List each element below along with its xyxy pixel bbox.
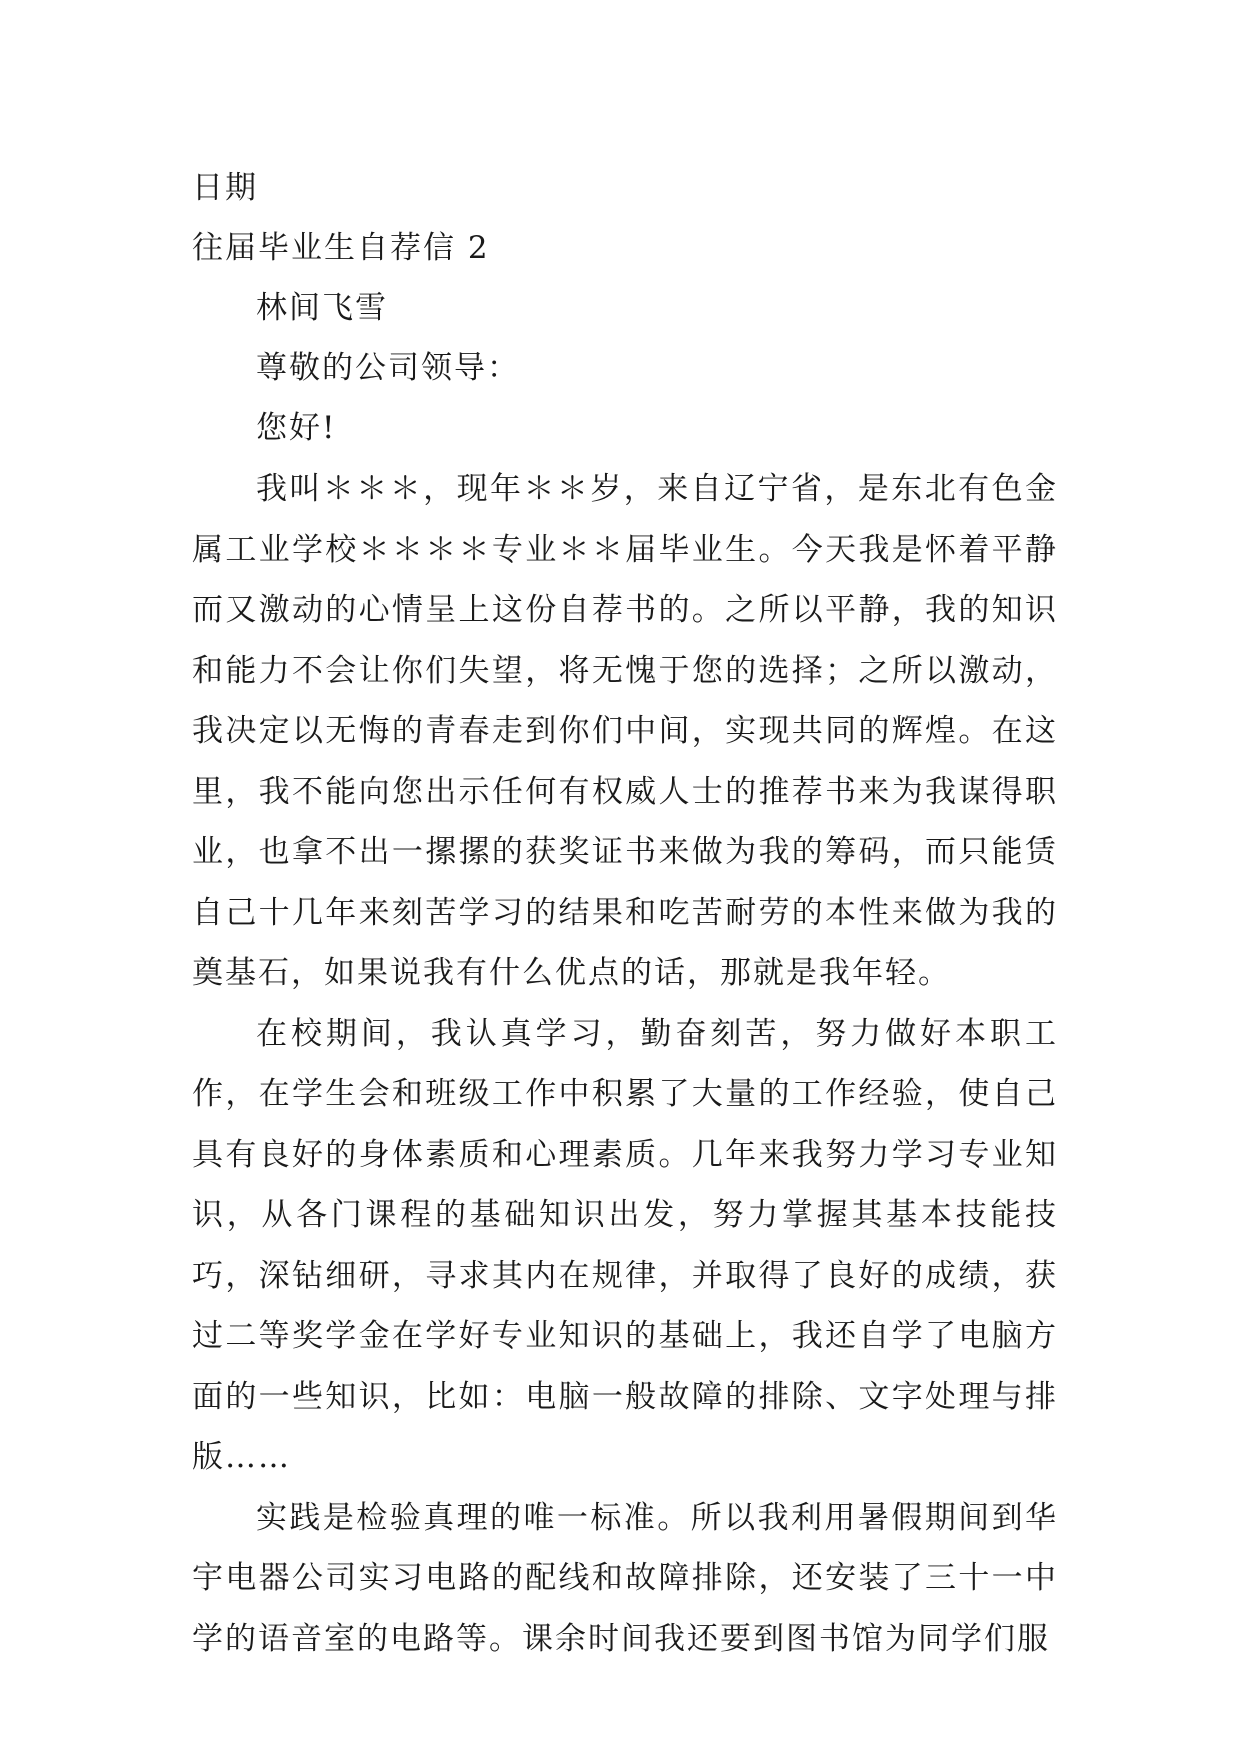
body-paragraph-intro: 我叫＊＊＊，现年＊＊岁，来自辽宁省，是东北有色金属工业学校＊＊＊＊专业＊＊届毕业生。今天我是怀着平静而又激动的心情呈上这份自荐书的。之所以平静，我的知识和能力不会让你们失望，将无愧于您的选择；之所以激动，我决定以无悔的青春走到你们中间，实现共同的辉煌。在这里，我不能向您出示任何有权威人士的推荐书来为我谋得职业，也拿不出一摞摞的获奖证书来做为我的筹码，而只能赁自己十几年来刻苦学习的结果和吃苦耐劳的本性来做为我的奠基石，如果说我有什么优点的话，那就是我年轻。 bbox=[192, 471, 1058, 991]
letter-title: 往届毕业生自荐信 2 bbox=[192, 230, 490, 266]
greeting: 您好! bbox=[256, 410, 337, 446]
body-paragraph-practice: 实践是检验真理的唯一标准。所以我利用暑假期间到华宇电器公司实习电路的配线和故障排除，还安装了三十一中学的语音室的电路等。课余时间我还要到图书馆为同学们服 bbox=[192, 1499, 1058, 1657]
author-name: 林间飞雪 bbox=[256, 290, 388, 326]
document-page bbox=[192, 158, 1058, 1669]
date-label: 日期 bbox=[192, 170, 258, 206]
salutation: 尊敬的公司领导： bbox=[256, 350, 520, 386]
body-paragraph-school: 在校期间，我认真学习，勤奋刻苦，努力做好本职工作，在学生会和班级工作中积累了大量的工作经验，使自己具有良好的身体素质和心理素质。几年来我努力学习专业知识，从各门课程的基础知识出发，努力掌握其基本技能技巧，深钻细研，寻求其内在规律，并取得了良好的成绩，获过二等奖学金在学好专业知识的基础上，我还自学了电脑方面的一些知识，比如：电脑一般故障的排除、文字处理与排版…… bbox=[192, 1015, 1058, 1475]
